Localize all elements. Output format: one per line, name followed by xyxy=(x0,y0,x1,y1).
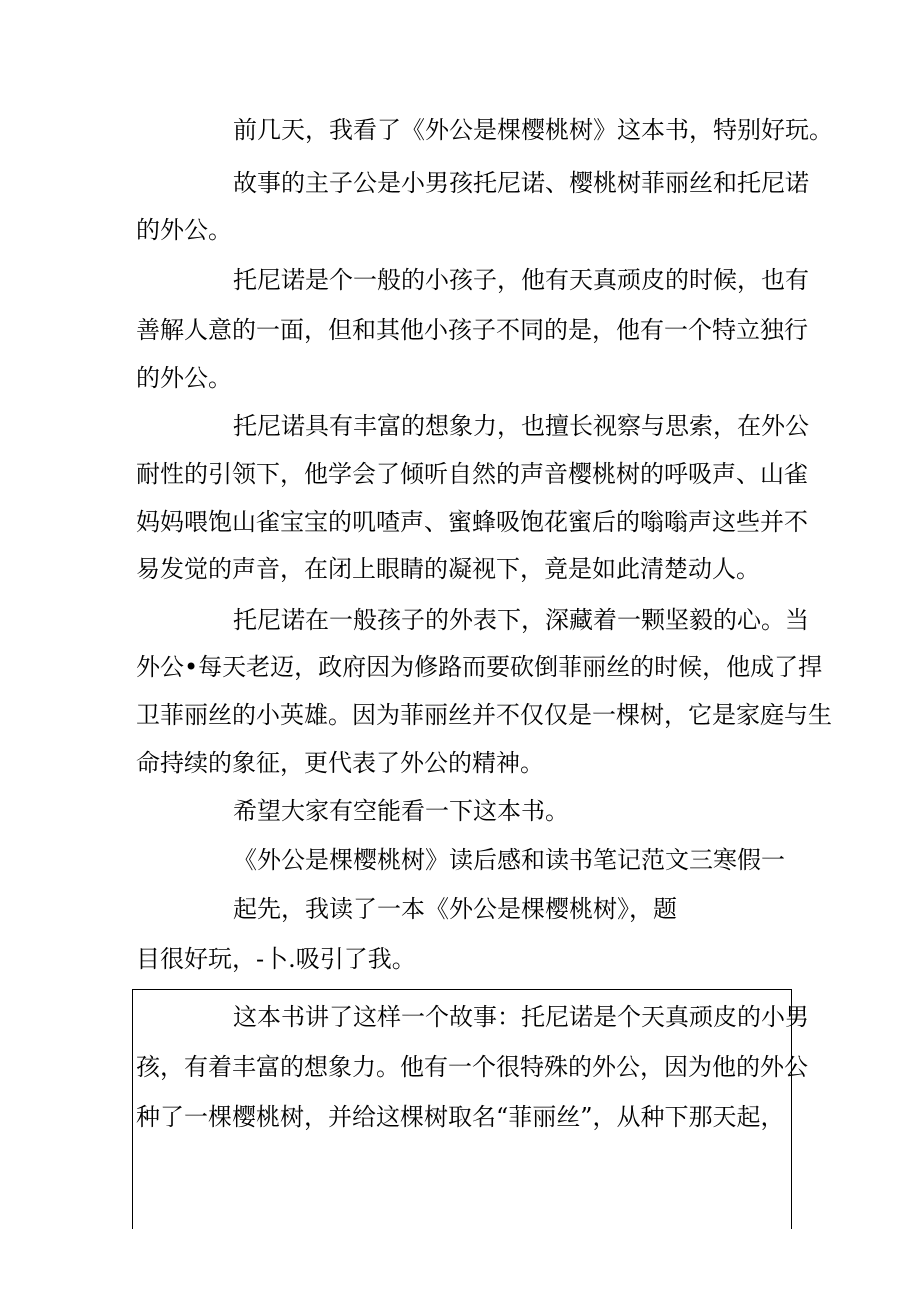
p6-line1: 希望大家有空能看一下这本书。 xyxy=(233,797,569,825)
p3-line3: 的外公。 xyxy=(136,364,232,392)
box-line2: 孩，有着丰富的想象力。他有一个很特殊的外公，因为他的外公 xyxy=(136,1053,808,1081)
box-line3: 种了一棵樱桃树，并给这棵树取名“菲丽丝”，从种下那天起， xyxy=(136,1103,785,1131)
p7-line1: 《外公是棵樱桃树》读后感和读书笔记范文三寒假一 xyxy=(233,846,785,874)
p8-line1: 起先，我读了一本《外公是棵樱桃树》，题 xyxy=(233,895,677,923)
p4-line3: 妈妈喂饱山雀宝宝的叽喳声、蜜蜂吸饱花蜜后的嗡嗡声这些并不 xyxy=(136,508,808,536)
p3-line1: 托尼诺是个一般的小孩子，他有天真顽皮的时候，也有 xyxy=(233,266,809,294)
p2-line1: 故事的主子公是小男孩托尼诺、樱桃树菲丽丝和托尼诺 xyxy=(233,169,809,197)
p5-line4: 命持续的象征，更代表了外公的精神。 xyxy=(136,749,544,777)
p5-line1: 托尼诺在一般孩子的外表下，深藏着一颗坚毅的心。当 xyxy=(233,606,809,634)
box-line1: 这本书讲了这样一个故事：托尼诺是个天真顽皮的小男 xyxy=(233,1003,809,1031)
p4-line2: 耐性的引领下，他学会了倾听自然的声音樱桃树的呼吸声、山雀 xyxy=(136,460,808,488)
p5-line3: 卫菲丽丝的小英雄。因为菲丽丝并不仅仅是一棵树，它是家庭与生 xyxy=(136,701,832,729)
p4-line1: 托尼诺具有丰富的想象力，也擅长视察与思索，在外公 xyxy=(233,412,809,440)
p4-line4: 易发觉的声音，在闭上眼睛的凝视下，竟是如此清楚动人。 xyxy=(136,555,760,583)
p5-line2: 外公•每天老迈，政府因为修路而要砍倒菲丽丝的时候，他成了捍 xyxy=(136,653,823,681)
p9-line1: 目很好玩，-卜.吸引了我。 xyxy=(136,945,416,973)
p3-line2: 善解人意的一面，但和其他小孩子不同的是，他有一个特立独行 xyxy=(136,316,808,344)
p1-line1: 前几天，我看了《外公是棵樱桃树》这本书，特别好玩。 xyxy=(233,116,833,144)
p2-line2: 的外公。 xyxy=(136,216,232,244)
